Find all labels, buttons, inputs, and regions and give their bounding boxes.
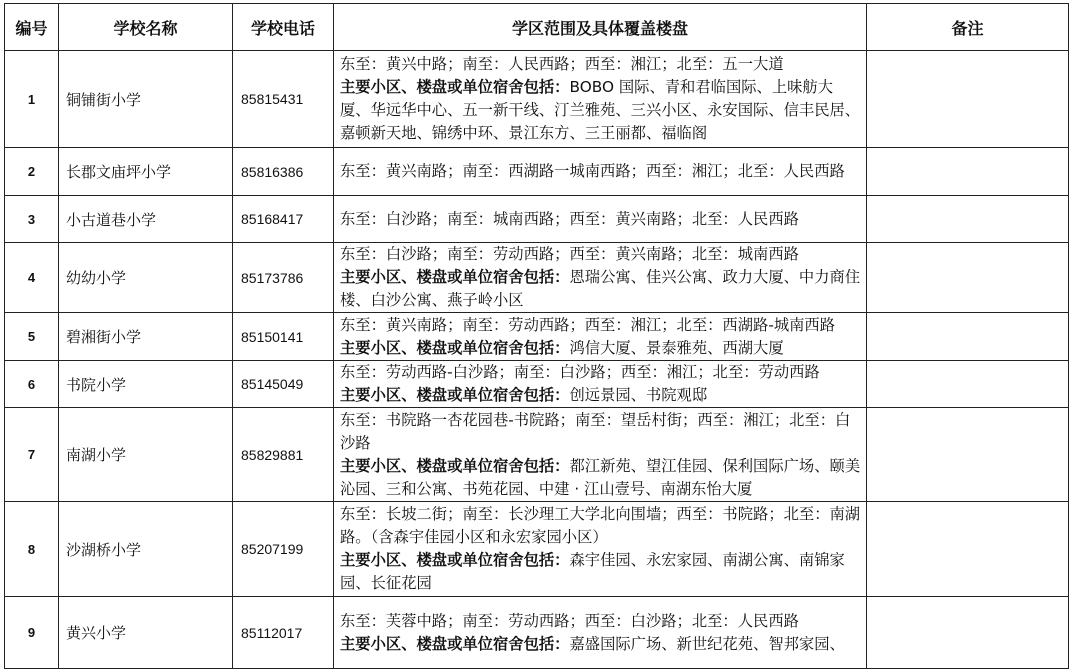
header-name: 学校名称: [59, 4, 233, 51]
residential-label: 主要小区、楼盘或单位宿舍包括：: [340, 456, 570, 475]
residential-list: 都江新苑、望江佳园、保利国际广场、颐美沁园、三和公寓、书苑花园、中建 · 江山壹号、南湖东怡大厦: [340, 456, 861, 498]
boundary-text: 东至：白沙路；南至：城南西路；西至：黄兴南路；北至：人民西路: [340, 209, 799, 228]
table-row: [5, 148, 1069, 196]
residential-list: 创远景园、书院观邸: [569, 386, 708, 404]
school-name: 碧湘街小学: [59, 313, 233, 361]
note-cell: [867, 502, 1069, 597]
table-row: [5, 361, 1069, 408]
district-range: [334, 408, 867, 502]
header-phone: 学校电话: [233, 4, 334, 51]
note-cell: [867, 361, 1069, 408]
school-phone: 85207199: [233, 502, 334, 597]
row-number: 9: [5, 597, 59, 669]
residential-label: 主要小区、楼盘或单位宿舍包括：: [340, 634, 570, 653]
boundary-text: 东至：书院路一杏花园巷-书院路；南至：望岳村街；西至：湘江；北至：白沙路: [340, 410, 851, 452]
residential-list: BOBO 国际、青和君临国际、上味舫大厦、华远华中心、五一新干线、汀兰雅苑、三兴小区、永安国际、信丰民居、嘉顿新天地、锦绣中环、景江东方、三王丽都、福临阁: [340, 78, 861, 142]
note-cell: [867, 243, 1069, 313]
header-no: 编号: [5, 4, 59, 51]
district-range: [334, 196, 867, 243]
note-cell: [867, 313, 1069, 361]
school-phone: 85173786: [233, 243, 334, 313]
table-row: [5, 408, 1069, 502]
header-range: 学区范围及具体覆盖楼盘: [334, 4, 867, 51]
residential-label: 主要小区、楼盘或单位宿舍包括：: [340, 78, 570, 96]
school-name: 幼幼小学: [59, 243, 233, 313]
residential-list: 鸿信大厦、景泰雅苑、西湖大厦: [569, 338, 784, 357]
row-number: 5: [5, 313, 59, 361]
residential-list: 恩瑞公寓、佳兴公寓、政力大厦、中力商住楼、白沙公寓、燕子岭小区: [340, 268, 861, 309]
note-cell: [867, 196, 1069, 243]
table-row: [5, 243, 1069, 313]
school-name: 黄兴小学: [59, 597, 233, 669]
row-number: 8: [5, 502, 59, 597]
boundary-text: 东至：黄兴中路；南至：人民西路；西至：湘江；北至：五一大道: [340, 55, 784, 73]
table-row: [5, 196, 1069, 243]
note-cell: [867, 51, 1069, 148]
residential-label: 主要小区、楼盘或单位宿舍包括：: [340, 338, 570, 357]
school-district-table: [4, 3, 1069, 669]
row-number: 1: [5, 51, 59, 148]
school-phone: 85145049: [233, 361, 334, 408]
table-row: [5, 51, 1069, 148]
district-range: [334, 313, 867, 361]
note-cell: [867, 408, 1069, 502]
row-number: 3: [5, 196, 59, 243]
district-range: [334, 243, 867, 313]
school-name: 书院小学: [59, 361, 233, 408]
note-cell: [867, 597, 1069, 669]
school-name: 小古道巷小学: [59, 196, 233, 243]
school-name: 长郡文庙坪小学: [59, 148, 233, 196]
school-name: 铜铺街小学: [59, 51, 233, 148]
residential-label: 主要小区、楼盘或单位宿舍包括：: [340, 268, 570, 286]
district-range: [334, 597, 867, 669]
school-phone: 85168417: [233, 196, 334, 243]
district-range: [334, 148, 867, 196]
residential-list: 嘉盛国际广场、新世纪花苑、智邦家园、: [569, 634, 845, 653]
boundary-text: 东至：芙蓉中路；南至：劳动西路；西至：白沙路；北至：人民西路: [340, 611, 799, 630]
table-row: [5, 313, 1069, 361]
school-name: 南湖小学: [59, 408, 233, 502]
boundary-text: 东至：白沙路；南至：劳动西路；西至：黄兴南路；北至：城南西路: [340, 245, 799, 263]
row-number: 2: [5, 148, 59, 196]
table-row: [5, 502, 1069, 597]
residential-label: 主要小区、楼盘或单位宿舍包括：: [340, 386, 570, 404]
school-name: 沙湖桥小学: [59, 502, 233, 597]
district-range: [334, 502, 867, 597]
header-row: [5, 4, 1069, 51]
district-range: [334, 361, 867, 408]
school-phone: 85150141: [233, 313, 334, 361]
residential-list: 森宇佳园、永宏家园、南湖公寓、南锦家园、长征花园: [340, 551, 845, 592]
residential-label: 主要小区、楼盘或单位宿舍包括：: [340, 551, 570, 569]
row-number: 4: [5, 243, 59, 313]
note-cell: [867, 148, 1069, 196]
school-phone: 85816386: [233, 148, 334, 196]
boundary-text: 东至：劳动西路-白沙路；南至：白沙路；西至：湘江；北至：劳动西路: [340, 363, 820, 381]
school-phone: 85829881: [233, 408, 334, 502]
school-phone: 85815431: [233, 51, 334, 148]
boundary-text: 东至：长坡二街；南至：长沙理工大学北向围墙；西至：书院路；北至：南湖路。（含森宇佳园小区和永宏家园小区）: [340, 505, 861, 546]
boundary-text: 东至：黄兴南路；南至：西湖路一城南西路；西至：湘江；北至：人民西路: [340, 162, 845, 180]
row-number: 7: [5, 408, 59, 502]
row-number: 6: [5, 361, 59, 408]
header-note: 备注: [867, 4, 1069, 51]
school-phone: 85112017: [233, 597, 334, 669]
boundary-text: 东至：黄兴南路；南至：劳动西路；西至：湘江；北至：西湖路-城南西路: [340, 315, 836, 334]
table-row: [5, 597, 1069, 669]
district-range: [334, 51, 867, 148]
